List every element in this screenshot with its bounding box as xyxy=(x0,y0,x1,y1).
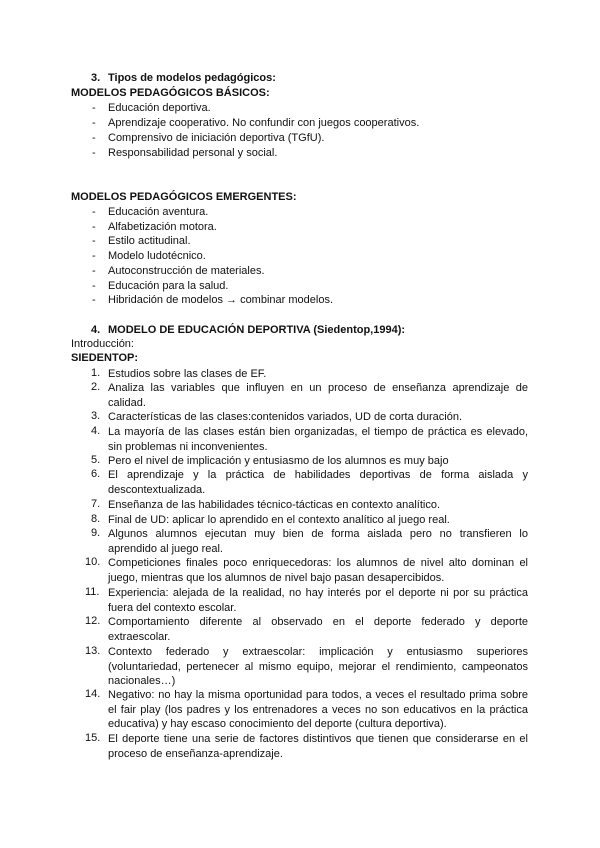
list-number: 2. xyxy=(91,381,101,393)
emergentes-item: Educación para la salud. xyxy=(108,280,229,292)
bullet-dash: - xyxy=(92,250,96,262)
list-item: Estudios sobre las clases de EF. xyxy=(108,368,267,380)
list-item: El deporte tiene una serie de factores distintivos que tienen que considerarse en el proceso de enseñanza-aprendizaje. xyxy=(108,733,528,760)
bullet-dash: - xyxy=(92,221,96,233)
list-item: La mayoría de las clases están bien organizadas, el tiempo de práctica es elevado, sin problemas ni inconvenientes. xyxy=(108,426,528,453)
section-4-title: MODELO DE EDUCACIÓN DEPORTIVA (Siedentop,1994): xyxy=(108,324,406,336)
list-item: Comportamiento diferente al observado en el deporte federado y deporte extraescolar. xyxy=(108,616,528,643)
bullet-dash: - xyxy=(92,147,96,159)
bullet-dash: - xyxy=(92,206,96,218)
list-number: 12. xyxy=(85,615,101,627)
list-item: Competiciones finales poco enriquecedoras: los alumnos de nivel alto dominan el juego, mientras que los alumnos de nivel bajo pasan desapercibidos. xyxy=(108,557,528,584)
emergentes-item: Hibridación de modelos → combinar modelos. xyxy=(108,294,333,306)
section-3-title: Tipos de modelos pedagógicos: xyxy=(108,72,276,84)
bullet-dash: - xyxy=(92,294,96,306)
list-item: Enseñanza de las habilidades técnico-tácticas en contexto analítico. xyxy=(108,499,441,511)
list-number: 15. xyxy=(85,732,101,744)
section-3-number: 3. xyxy=(91,72,101,84)
list-number: 8. xyxy=(91,513,101,525)
emergentes-heading: MODELOS PEDAGÓGICOS EMERGENTES: xyxy=(71,191,297,203)
list-number: 13. xyxy=(85,645,101,657)
emergentes-item: Modelo ludotécnico. xyxy=(108,250,206,262)
list-number: 10. xyxy=(85,556,101,568)
emergentes-item: Estilo actitudinal. xyxy=(108,235,191,247)
list-number: 5. xyxy=(91,454,101,466)
basicos-item: Responsabilidad personal y social. xyxy=(108,147,278,159)
list-number: 3. xyxy=(91,410,101,422)
list-item: Algunos alumnos ejecutan muy bien de forma aislada pero no transfieren lo aprendido al juego real. xyxy=(108,528,528,555)
bullet-dash: - xyxy=(92,132,96,144)
basicos-item: Aprendizaje cooperativo. No confundir con juegos cooperativos. xyxy=(108,117,420,129)
list-item: Experiencia: alejada de la realidad, no hay interés por el deporte ni por su práctica fuera del contexto escolar. xyxy=(108,587,528,614)
list-number: 11. xyxy=(85,586,100,598)
bullet-dash: - xyxy=(92,280,96,292)
list-item: Características de las clases:contenidos variados, UD de corta duración. xyxy=(108,411,463,423)
list-number: 7. xyxy=(91,498,101,510)
list-item: Contexto federado y extraescolar: implicación y entusiasmo superiores (voluntariedad, pertenecer al mismo equipo, mejorar el rendimiento, campeonatos nacionales…) xyxy=(108,646,528,688)
bullet-dash: - xyxy=(92,235,96,247)
emergentes-item: Educación aventura. xyxy=(108,206,209,218)
emergentes-item: Alfabetización motora. xyxy=(108,221,217,233)
list-number: 1. xyxy=(91,367,101,379)
bullet-dash: - xyxy=(92,102,96,114)
bullet-dash: - xyxy=(92,117,96,129)
list-item: Analiza las variables que influyen en un proceso de enseñanza aprendizaje de calidad. xyxy=(108,382,528,409)
basicos-item: Educación deportiva. xyxy=(108,102,211,114)
section-4-number: 4. xyxy=(91,324,101,336)
list-number: 9. xyxy=(91,527,101,539)
list-item: Pero el nivel de implicación y entusiasmo de los alumnos es muy bajo xyxy=(108,455,449,467)
list-number: 6. xyxy=(91,468,101,480)
list-item: El aprendizaje y la práctica de habilidades deportivas de forma aislada y descontextualizada. xyxy=(108,469,528,496)
intro-label: Introducción: xyxy=(71,338,134,350)
siedentop-heading: SIEDENTOP: xyxy=(71,352,139,364)
emergentes-item: Autoconstrucción de materiales. xyxy=(108,265,265,277)
list-number: 4. xyxy=(91,425,101,437)
basicos-item: Comprensivo de iniciación deportiva (TGfU). xyxy=(108,132,325,144)
list-item: Final de UD: aplicar lo aprendido en el contexto analítico al juego real. xyxy=(108,514,450,526)
basicos-heading: MODELOS PEDAGÓGICOS BÁSICOS: xyxy=(71,87,270,99)
list-item: Negativo: no hay la misma oportunidad para todos, a veces el resultado prima sobre el fair play (los padres y los entrenadores a veces no son educativos en la práctica educativa) y hay escaso conocimiento del deporte (cultura deportiva). xyxy=(108,689,528,731)
bullet-dash: - xyxy=(92,265,96,277)
list-number: 14. xyxy=(85,688,101,700)
